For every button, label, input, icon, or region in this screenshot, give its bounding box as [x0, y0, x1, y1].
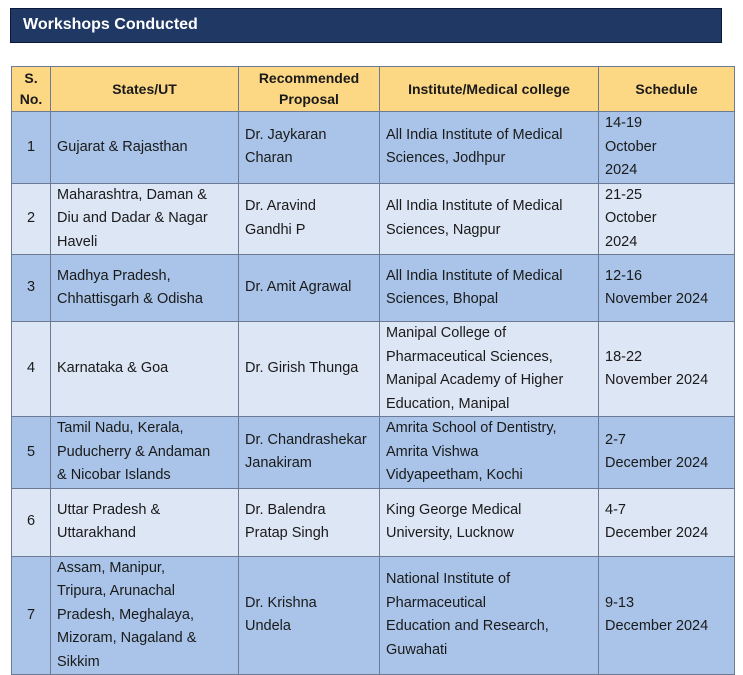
header-institute: Institute/Medical college [380, 67, 599, 112]
header-proposal: Recommended Proposal [239, 67, 380, 112]
cell-institute: King George Medical University, Lucknow [380, 488, 599, 556]
cell-states: Uttar Pradesh & Uttarakhand [51, 488, 239, 556]
cell-proposal: Dr. Girish Thunga [239, 322, 380, 417]
cell-proposal: Dr. Aravind Gandhi P [239, 183, 380, 255]
table-row [12, 255, 735, 322]
cell-sno: 6 [12, 488, 51, 556]
cell-institute: All India Institute of Medical Sciences, Jodhpur [380, 112, 599, 184]
cell-states: Assam, Manipur, Tripura, Arunachal Pradesh, Meghalaya, Mizoram, Nagaland & Sikkim [51, 556, 239, 675]
workshops-table [11, 66, 735, 675]
table-row [12, 488, 735, 556]
cell-institute: All India Institute of Medical Sciences, Nagpur [380, 183, 599, 255]
cell-proposal: Dr. Chandrashekar Janakiram [239, 417, 380, 489]
cell-sno: 1 [12, 112, 51, 184]
table-row [12, 322, 735, 417]
cell-schedule: 21-25 October 2024 [599, 183, 735, 255]
cell-schedule: 9-13 December 2024 [599, 556, 735, 675]
cell-schedule: 18-22 November 2024 [599, 322, 735, 417]
cell-institute: National Institute of Pharmaceutical Education and Research, Guwahati [380, 556, 599, 675]
cell-states: Tamil Nadu, Kerala, Puducherry & Andaman & Nicobar Islands [51, 417, 239, 489]
cell-institute: Amrita School of Dentistry, Amrita Vishwa Vidyapeetham, Kochi [380, 417, 599, 489]
section-title: Workshops Conducted [23, 16, 198, 33]
header-schedule: Schedule [599, 67, 735, 112]
cell-proposal: Dr. Amit Agrawal [239, 255, 380, 322]
cell-schedule: 14-19 October 2024 [599, 112, 735, 184]
cell-sno: 2 [12, 183, 51, 255]
cell-states: Maharashtra, Daman & Diu and Dadar & Nagar Haveli [51, 183, 239, 255]
cell-schedule: 4-7 December 2024 [599, 488, 735, 556]
cell-states: Karnataka & Goa [51, 322, 239, 417]
table-header-row [12, 67, 735, 112]
cell-proposal: Dr. Krishna Undela [239, 556, 380, 675]
cell-institute: Manipal College of Pharmaceutical Sciences, Manipal Academy of Higher Education, Manipal [380, 322, 599, 417]
table-row [12, 556, 735, 675]
header-states: States/UT [51, 67, 239, 112]
table-row [12, 183, 735, 255]
cell-sno: 7 [12, 556, 51, 675]
section-title-banner [10, 8, 722, 43]
cell-proposal: Dr. Jaykaran Charan [239, 112, 380, 184]
cell-institute: All India Institute of Medical Sciences, Bhopal [380, 255, 599, 322]
header-sno: S. No. [12, 67, 51, 112]
cell-sno: 3 [12, 255, 51, 322]
cell-states: Madhya Pradesh, Chhattisgarh & Odisha [51, 255, 239, 322]
cell-schedule: 2-7 December 2024 [599, 417, 735, 489]
cell-sno: 5 [12, 417, 51, 489]
cell-states: Gujarat & Rajasthan [51, 112, 239, 184]
cell-schedule: 12-16 November 2024 [599, 255, 735, 322]
cell-proposal: Dr. Balendra Pratap Singh [239, 488, 380, 556]
cell-sno: 4 [12, 322, 51, 417]
table-row [12, 112, 735, 184]
table-row [12, 417, 735, 489]
